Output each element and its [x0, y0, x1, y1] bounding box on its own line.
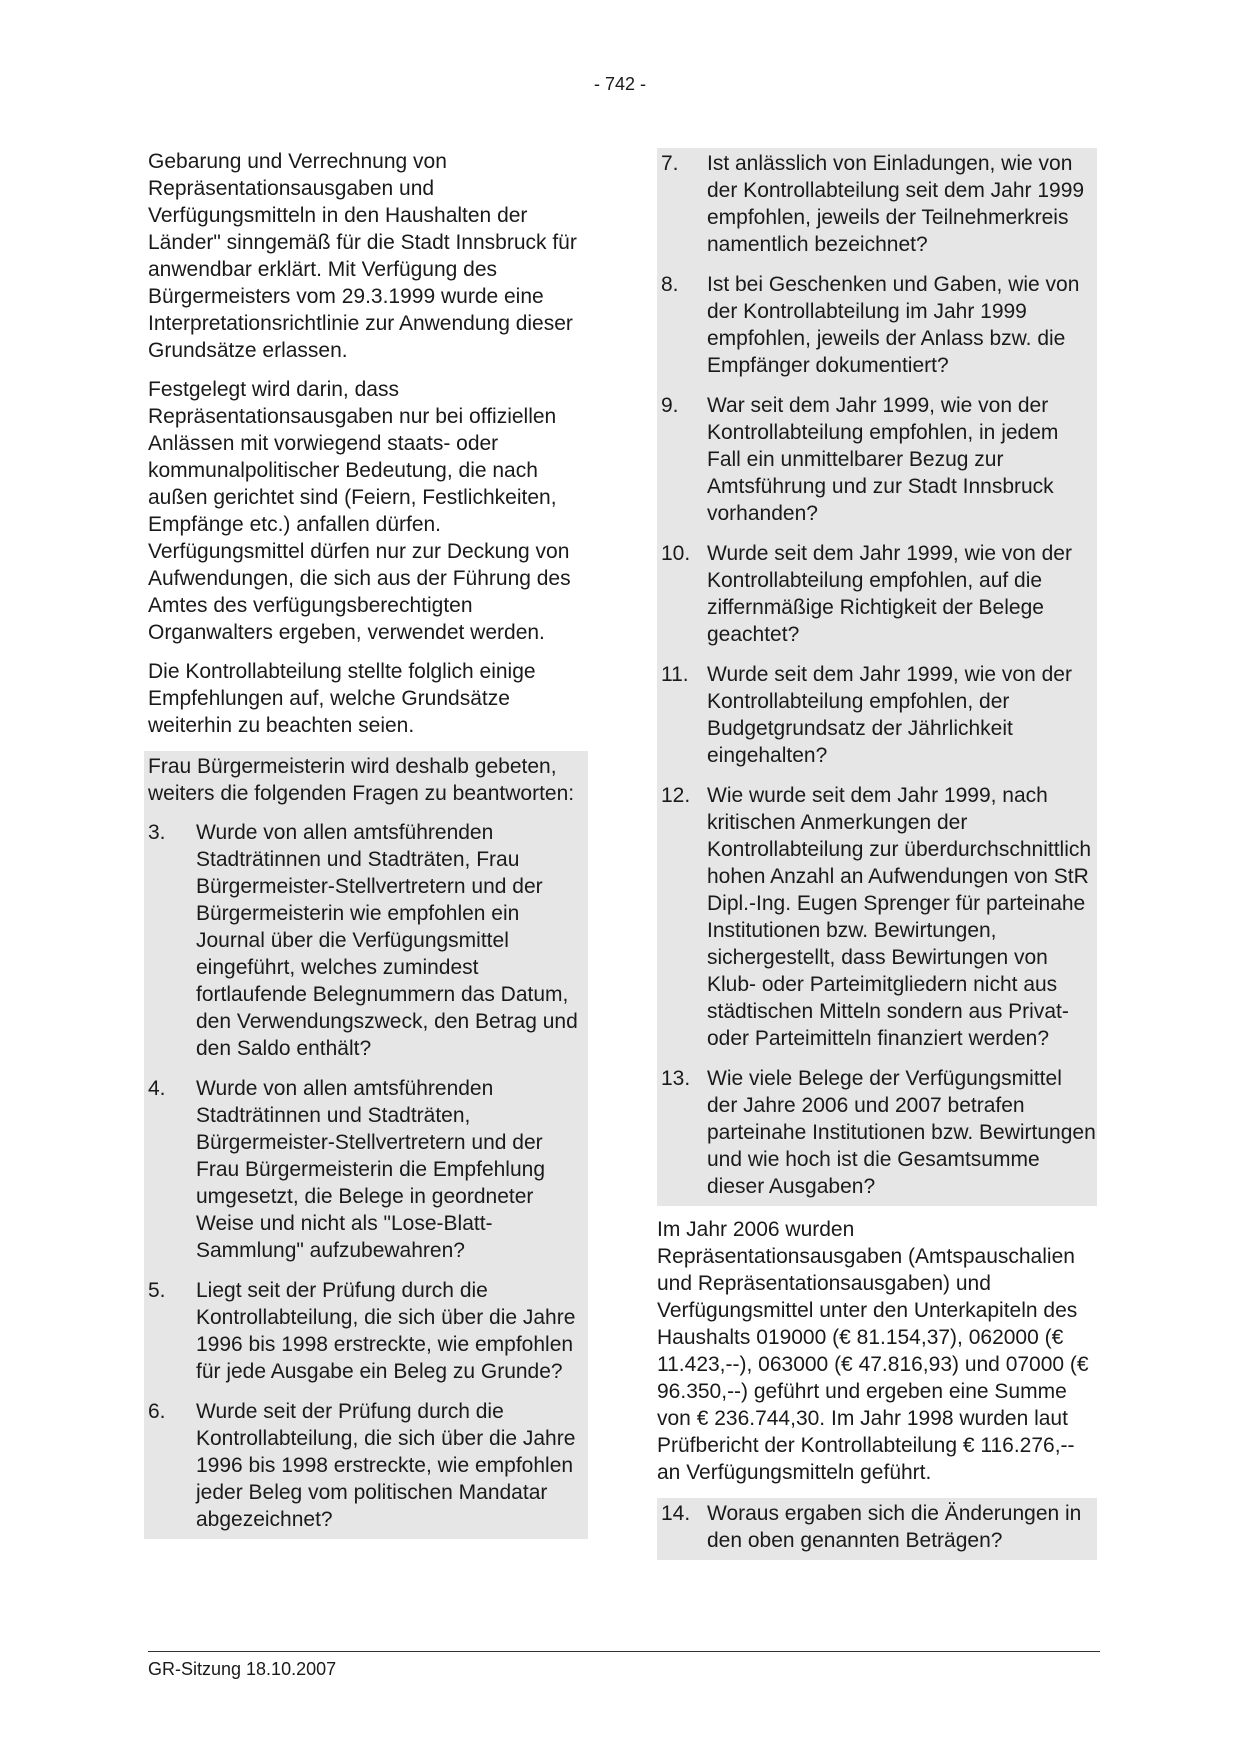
question-text: Wurde von allen amtsführenden Stadträtinnen und Stadträten, Frau Bürgermeister-Stellvertretern und der Bürgermeisterin wie empfohlen ein Journal über die Verfügungsmittel eingeführt, welches zumindest fortlaufende Belegnummern das Datum, den Verwendungszweck, den Betrag und den Saldo enthält?: [196, 821, 578, 1060]
question-box-final: [657, 1498, 1097, 1560]
question-text: Wurde seit dem Jahr 1999, wie von der Kontrollabteilung empfohlen, der Budgetgrundsatz der Jährlichkeit eingehalten?: [707, 663, 1072, 767]
footer-text: GR-Sitzung 18.10.2007: [148, 1659, 337, 1679]
question-item: [148, 819, 584, 1062]
question-text: Ist anlässlich von Einladungen, wie von der Kontrollabteilung seit dem Jahr 1999 empfohlen, jeweils der Teilnehmerkreis namentlich bezeichnet?: [707, 152, 1085, 256]
question-number: 11.: [661, 663, 689, 686]
question-number: 8.: [661, 273, 679, 296]
question-item: [148, 1398, 584, 1533]
question-number: 3.: [148, 821, 166, 844]
question-number: 5.: [148, 1279, 166, 1302]
question-box-left: [144, 751, 588, 1539]
question-item: [659, 271, 1097, 379]
question-item: [659, 540, 1097, 648]
question-item: [148, 1075, 584, 1264]
paragraph: Gebarung und Verrechnung von Repräsentationsausgaben und Verfügungsmitteln in den Haushalten der Länder" sinngemäß für die Stadt Innsbruck für anwendbar erklärt. Mit Verfügung des Bürgermeisters vom 29.3.1999 wurde eine Interpretationsrichtlinie zur Anwendung dieser Grundsätze erlassen.: [148, 150, 577, 362]
question-number: 6.: [148, 1400, 166, 1423]
page-number: - 742 -: [593, 74, 647, 94]
left-column: [148, 148, 588, 1539]
right-column: [657, 148, 1097, 1560]
question-number: 10.: [661, 542, 691, 565]
question-number: 9.: [661, 394, 679, 417]
question-number: 13.: [661, 1067, 691, 1090]
question-text: Woraus ergaben sich die Änderungen in den oben genannten Beträgen?: [707, 1502, 1082, 1552]
question-item: [659, 150, 1097, 258]
question-item: [148, 1277, 584, 1385]
question-text: Wurde seit der Prüfung durch die Kontrollabteilung, die sich über die Jahre 1996 bis 1998 erstreckte, wie empfohlen jeder Beleg vom politischen Mandatar abgezeichnet?: [196, 1400, 576, 1531]
question-item: [659, 1500, 1097, 1554]
question-text: Liegt seit der Prüfung durch die Kontrollabteilung, die sich über die Jahre 1996 bis 1998 erstreckte, wie empfohlen für jede Ausgabe ein Beleg zu Grunde?: [196, 1279, 576, 1383]
question-text: Ist bei Geschenken und Gaben, wie von der Kontrollabteilung im Jahr 1999 empfohlen, jeweils der Anlass bzw. die Empfänger dokumentiert?: [707, 273, 1080, 377]
question-number: 7.: [661, 152, 679, 175]
paragraph: Festgelegt wird darin, dass Repräsentationsausgaben nur bei offiziellen Anlässen mit vorwiegend staats- oder kommunalpolitischer Bedeutung, die nach außen gerichtet sind (Feiern, Festlichkeiten, Empfänge etc.) anfallen dürfen. Verfügungsmittel dürfen nur zur Deckung von Aufwendungen, die sich aus der Führung des Amtes des verfügungsberechtigten Organwalters ergeben, verwendet werden.: [148, 378, 571, 644]
question-item: [659, 392, 1097, 527]
question-text: Wie viele Belege der Verfügungsmittel der Jahre 2006 und 2007 betrafen parteinahe Institutionen bzw. Bewirtungen und wie hoch ist die Gesamtsumme dieser Ausgaben?: [707, 1067, 1096, 1198]
question-text: Wurde seit dem Jahr 1999, wie von der Kontrollabteilung empfohlen, auf die ziffernmäßige Richtigkeit der Belege geachtet?: [707, 542, 1072, 646]
paragraph: Im Jahr 2006 wurden Repräsentationsausgaben (Amtspauschalien und Repräsentationsausgaben) und Verfügungsmittel unter den Unterkapiteln des Haushalts 019000 (€ 81.154,37), 062000 (€ 11.423,--), 063000 (€ 47.816,93) und 07000 (€ 96.350,--) geführt und ergeben eine Summe von € 236.744,30. Im Jahr 1998 wurden laut Prüfbericht der Kontrollabteilung € 116.276,-- an Verfügungsmitteln geführt.: [657, 1218, 1089, 1484]
question-text: Wie wurde seit dem Jahr 1999, nach kritischen Anmerkungen der Kontrollabteilung zur überdurchschnittlich hohen Anzahl an Aufwendungen von StR Dipl.-Ing. Eugen Sprenger für parteinahe Institutionen bzw. Bewirtungen, sichergestellt, dass Bewirtungen von Klub- oder Parteimitgliedern nicht aus städtischen Mitteln sondern aus Privat- oder Parteimitteln finanziert werden?: [707, 784, 1092, 1050]
question-item: [659, 661, 1097, 769]
question-text: Wurde von allen amtsführenden Stadträtinnen und Stadträten, Bürgermeister-Stellvertretern und der Frau Bürgermeisterin die Empfehlung umgesetzt, die Belege in geordneter Weise und nicht als "Lose-Blatt-Sammlung" aufzubewahren?: [196, 1077, 546, 1262]
question-box-right: [657, 148, 1097, 1206]
question-item: [659, 782, 1097, 1052]
box-intro: Frau Bürgermeisterin wird deshalb gebeten, weiters die folgenden Fragen zu beantworten:: [148, 755, 575, 805]
question-item: [659, 1065, 1097, 1200]
question-number: 4.: [148, 1077, 166, 1100]
question-text: War seit dem Jahr 1999, wie von der Kontrollabteilung empfohlen, in jedem Fall ein unmittelbarer Bezug zur Amtsführung und zur Stadt Innsbruck vorhanden?: [707, 394, 1059, 525]
paragraph: Die Kontrollabteilung stellte folglich einige Empfehlungen auf, welche Grundsätze weiterhin zu beachten seien.: [148, 660, 536, 737]
footer-divider: [148, 1651, 1100, 1652]
question-number: 12.: [661, 784, 691, 807]
question-number: 14.: [661, 1502, 691, 1525]
